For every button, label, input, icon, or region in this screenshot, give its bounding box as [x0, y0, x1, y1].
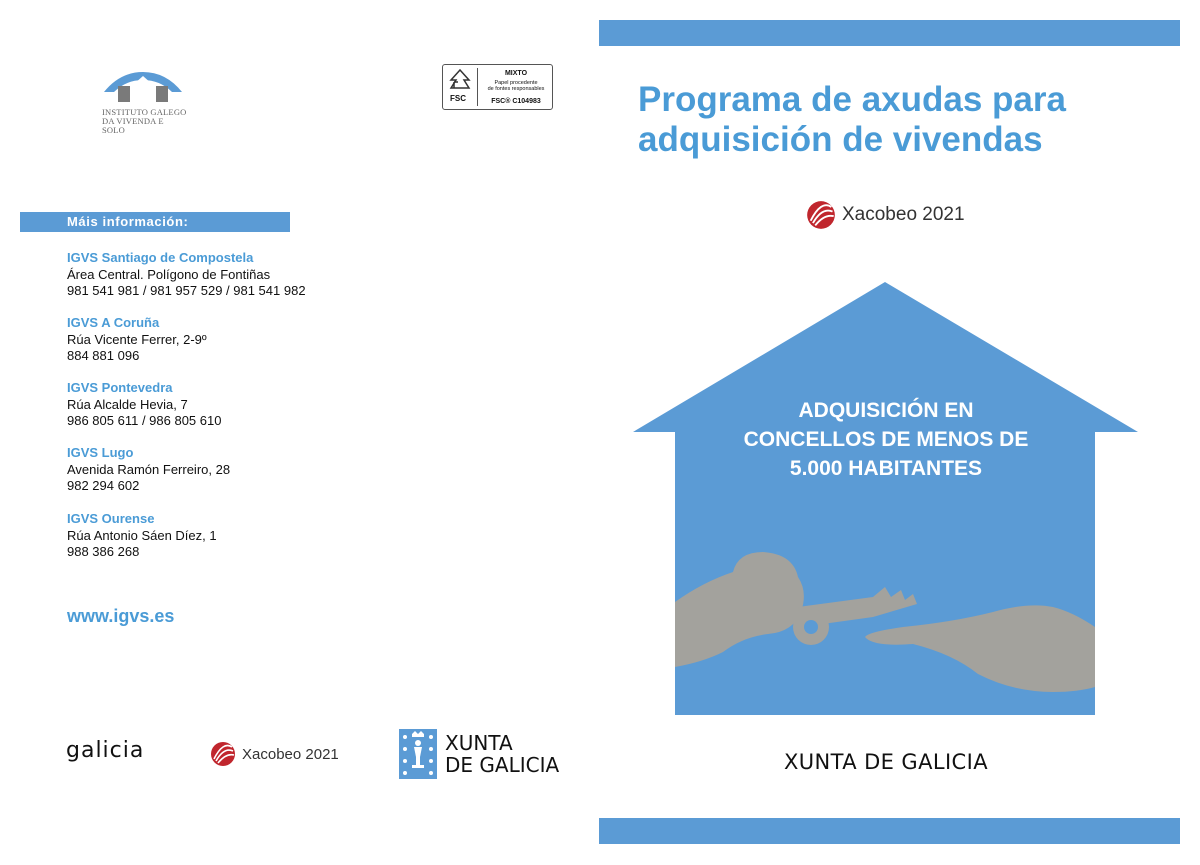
top-accent-bar	[599, 20, 1180, 46]
xacobeo-shell-icon	[806, 200, 836, 230]
xacobeo-shell-icon	[210, 741, 236, 767]
office-ourense: IGVS Ourense Rúa Antonio Sáen Díez, 1 988 386 268	[67, 511, 217, 559]
office-santiago: IGVS Santiago de Compostela Área Central. Polígono de Fontiñas 981 541 981 / 981 957 529 / 981 541 982	[67, 250, 306, 298]
office-pontevedra: IGVS Pontevedra Rúa Alcalde Hevia, 7 986 805 611 / 986 805 610	[67, 380, 222, 428]
galicia-logo: galicia	[66, 738, 145, 763]
galicia-shield-icon	[399, 729, 437, 779]
office-lugo: IGVS Lugo Avenida Ramón Ferreiro, 28 982 294 602	[67, 445, 231, 493]
more-info-heading-bar	[20, 212, 290, 232]
house-heading: ADQUISICIÓN EN CONCELLOS DE MENOS DE 5.000 HABITANTES	[743, 399, 1029, 480]
house-illustration	[633, 282, 1138, 722]
xunta-footer-text: XUNTA DE GALICIA	[784, 750, 988, 774]
igvs-logo	[98, 70, 188, 135]
xacobeo-logo: Xacobeo 2021	[806, 200, 965, 230]
office-coruna: IGVS A Coruña Rúa Vicente Ferrer, 2-9º 884 881 096	[67, 315, 207, 363]
fsc-label: FSC MIXTO Papel procedente de fontes responsables FSC® C104983	[442, 64, 553, 110]
more-info-heading: Máis información:	[67, 214, 189, 229]
xacobeo-logo-small: Xacobeo 2021	[210, 741, 339, 767]
bottom-accent-bar	[599, 818, 1180, 844]
page-title: Programa de axudas para adquisición de vivendas	[638, 80, 1066, 159]
fsc-tree-icon: FSC	[447, 68, 478, 106]
xunta-logo: XUNTA DE GALICIA	[399, 729, 559, 779]
igvs-logo-text: INSTITUTO GALEGO DA VIVENDA E SOLO	[102, 107, 187, 135]
website-link[interactable]: www.igvs.es	[67, 606, 175, 626]
house-roof-icon	[98, 70, 188, 110]
